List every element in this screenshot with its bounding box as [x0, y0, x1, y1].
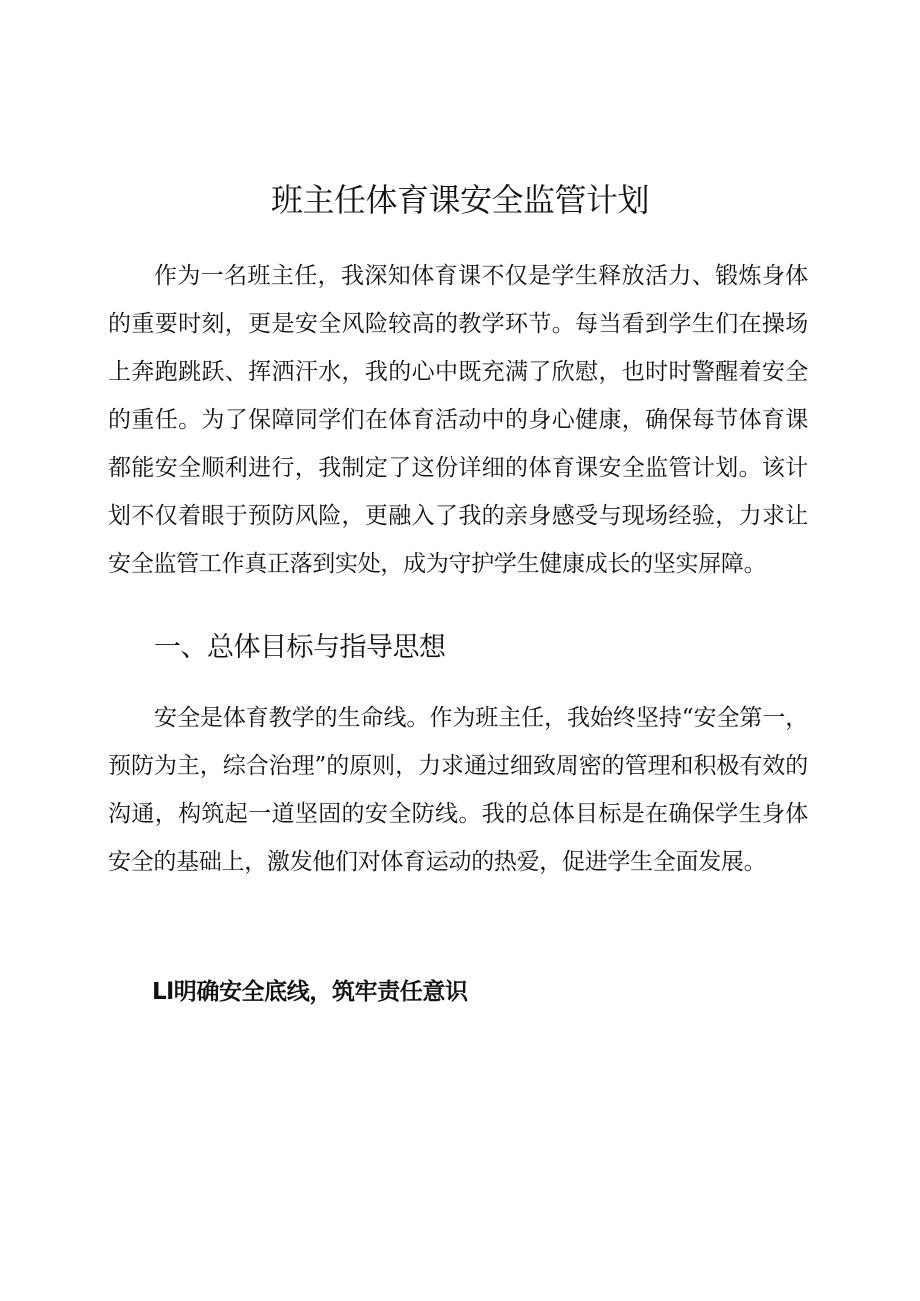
subsection-heading: Ll明确安全底线，筑牢责任意识 — [152, 979, 468, 1005]
intro-paragraph: 作为一名班主任，我深知体育课不仅是学生释放活力、锻炼身体的重要时刻，更是安全风险较高的教学环节。每当看到学生们在操场上奔跑跳跃、挥洒汗水，我的心中既充满了欣慰，也时时警醒着安全的重任。为了保障同学们在体育活动中的身心健康，确保每节体育课都能安全顺利进行，我制定了这份详细的体育课安全监管计划。该计划不仅着眼于预防风险，更融入了我的亲身感受与现场经验，力求让安全监管工作真正落到实处，成为守护学生健康成长的坚实屏障。 — [108, 263, 808, 577]
section-heading: 一、总体目标与指导思想 — [154, 632, 446, 663]
document-title: 班主任体育课安全监管计划 — [270, 181, 649, 219]
section-paragraph: 安全是体育教学的生命线。作为班主任，我始终坚持“安全第一，预防为主，综合治理”的原则，力求通过细致周密的管理和积极有效的沟通，构筑起一道坚固的安全防线。我的总体目标是在确保学生身体安全的基础上，激发他们对体育运动的热爱，促进学生全面发展。 — [108, 705, 808, 875]
